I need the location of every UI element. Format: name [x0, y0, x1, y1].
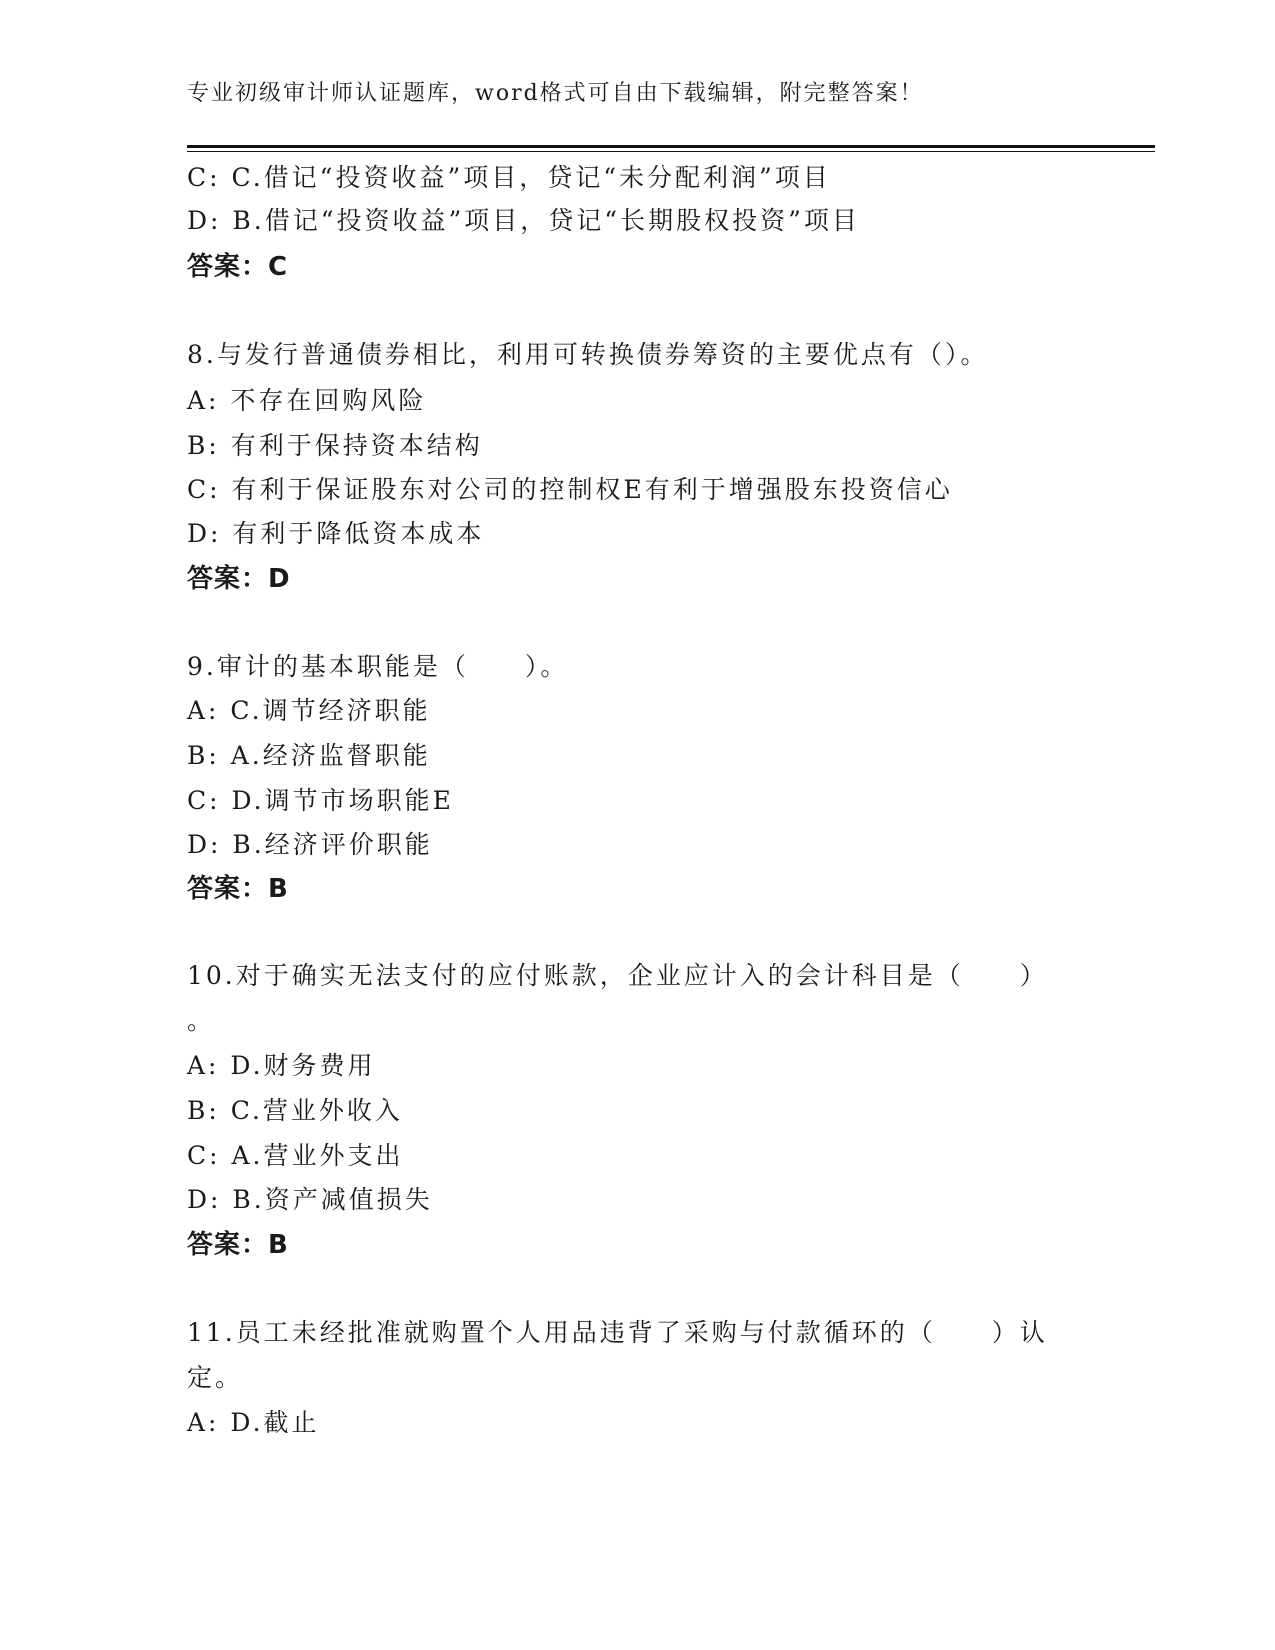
option-line: A: C.调节经济职能: [187, 696, 431, 725]
option-line: B: A.经济监督职能: [187, 741, 431, 770]
option-line: D: 有利于降低资本成本: [187, 519, 485, 548]
question-line: 。: [187, 1006, 216, 1035]
answer-line: 答案：B: [187, 1230, 289, 1260]
option-line: C: 有利于保证股东对公司的控制权E有利于增强股东投资信心: [187, 475, 953, 504]
question-line: 11.员工未经批准就购置个人用品违背了采购与付款循环的（ ）认: [187, 1318, 1048, 1347]
option-line: D: B.借记“投资收益”项目，贷记“长期股权投资”项目: [187, 206, 860, 235]
answer-line: 答案：C: [187, 252, 289, 282]
question-line: 8.与发行普通债券相比，利用可转换债券筹资的主要优点有（）。: [187, 340, 989, 369]
option-line: D: B.资产减值损失: [187, 1185, 433, 1214]
answer-line: 答案：D: [187, 564, 291, 594]
option-line: D: B.经济评价职能: [187, 830, 433, 859]
option-line: A: D.财务费用: [187, 1051, 376, 1080]
question-line: 定。: [187, 1363, 244, 1392]
option-line: B: C.营业外收入: [187, 1096, 403, 1125]
option-line: C: A.营业外支出: [187, 1141, 404, 1170]
option-line: C: C.借记“投资收益”项目，贷记“未分配利润”项目: [187, 163, 831, 192]
option-line: C: D.调节市场职能E: [187, 786, 454, 815]
question-line: 9.审计的基本职能是（ ）。: [187, 652, 569, 681]
answer-line: 答案：B: [187, 874, 289, 904]
page-header: 专业初级审计师认证题库，word格式可自由下载编辑，附完整答案！: [187, 81, 924, 106]
question-line: 10.对于确实无法支付的应付账款，企业应计入的会计科目是（ ）: [187, 961, 1048, 990]
header-rule-thin: [187, 151, 1155, 152]
header-rule-thick: [187, 145, 1155, 148]
option-line: A: 不存在回购风险: [187, 386, 427, 415]
option-line: B: 有利于保持资本结构: [187, 431, 483, 460]
option-line: A: D.截止: [187, 1408, 320, 1437]
